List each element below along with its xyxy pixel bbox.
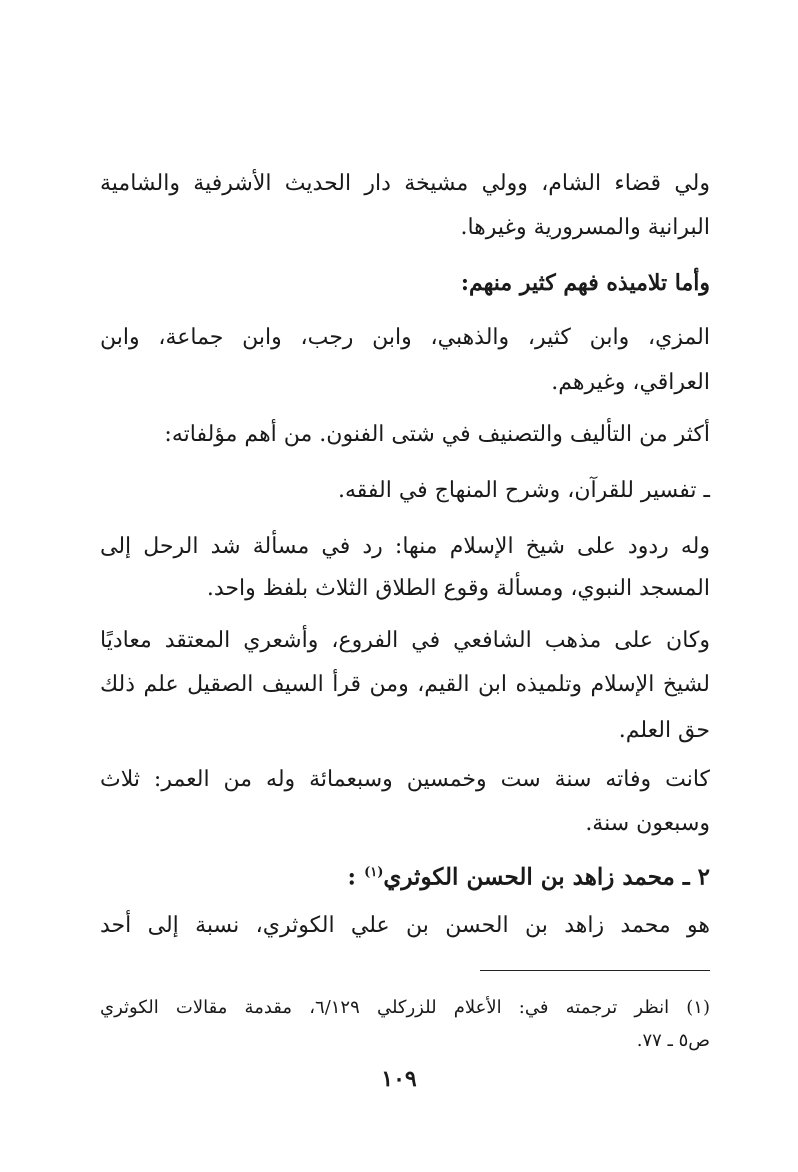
- section-heading: [348, 856, 710, 895]
- list-item: ـ تفسير للقرآن، وشرح المنهاج في الفقه.: [337, 478, 710, 503]
- paragraph-line: البرانية والمسرورية وغيرها.: [460, 215, 710, 240]
- paragraph-line: ولي قضاء الشام، وولي مشيخة دار الحديث الأشرفية والشامية: [100, 171, 710, 196]
- page-number: ١٠٩: [381, 1066, 417, 1092]
- paragraph-line: العراقي، وغيرهم.: [551, 370, 710, 395]
- footnote-divider: [480, 970, 710, 971]
- paragraph-line: هو محمد زاهد بن الحسن بن علي الكوثري، نسبة إلى أحد: [100, 913, 710, 938]
- paragraph-line: لشيخ الإسلام وتلميذه ابن القيم، ومن قرأ السيف الصقيل علم ذلك: [100, 672, 710, 697]
- paragraph-line: وسبعون سنة.: [585, 811, 710, 836]
- section-heading-text: ٢ ـ محمد زاهد بن الحسن الكوثري: [383, 863, 710, 891]
- footnote-reference: (١): [364, 865, 384, 880]
- section-heading-colon: :: [347, 863, 357, 891]
- paragraph-line: المزي، وابن كثير، والذهبي، وابن رجب، وابن جماعة، وابن: [100, 325, 710, 350]
- paragraph-line: وكان على مذهب الشافعي في الفروع، وأشعري المعتقد معاديًا: [100, 628, 710, 653]
- paragraph-line: حق العلم.: [618, 718, 710, 743]
- paragraph-line: وله ردود على شيخ الإسلام منها: رد في مسألة شد الرحل إلى: [100, 534, 710, 559]
- paragraph-line: أكثر من التأليف والتصنيف في شتى الفنون. من أهم مؤلفاته:: [164, 422, 710, 447]
- footnote-line: (١) انظر ترجمته في: الأعلام للزركلي ٦/١٢٩، مقدمة مقالات الكوثري: [100, 997, 710, 1018]
- paragraph-line: كانت وفاته سنة ست وخمسين وسبعمائة وله من العمر: ثلاث: [100, 767, 710, 792]
- footnote-line: ص٥ ـ ٧٧.: [636, 1030, 710, 1051]
- paragraph-line: المسجد النبوي، ومسألة وقوع الطلاق الثلاث بلفظ واحد.: [206, 576, 710, 601]
- students-heading: وأما تلاميذه فهم كثير منهم:: [460, 270, 710, 296]
